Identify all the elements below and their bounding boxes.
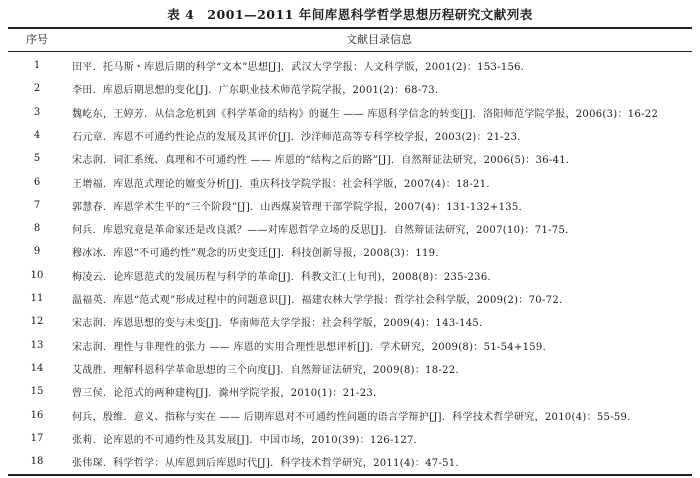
row-number: 2 [33,83,41,95]
row-number: 13 [30,339,44,351]
row-number: 6 [33,176,41,188]
row-number: 14 [30,362,44,374]
row-number: 10 [30,269,44,281]
row-number: 11 [30,293,44,304]
row-number: 4 [33,129,41,141]
row-number: 8 [33,223,41,235]
row-reference: 石元章．库恩不可通约性论点的发展及其评价[J]．沙洋师范高等专科学校学报，2003(2)：21-23． [72,131,528,143]
header-reference: 文献目录信息 [346,33,412,46]
table-row [8,427,692,450]
table-row [8,450,692,473]
row-number: 3 [33,106,41,118]
table-row [8,240,692,263]
table-row [8,334,692,357]
table-row [8,124,692,147]
table-row [8,404,692,427]
table-row [8,194,692,217]
table-row [8,380,692,403]
row-reference: 魏屹东，王婷芳．从信念危机到《科学革命的结构》的诞生 —— 库恩科学信念的转变[J]．洛阳师范学院学报，2006(3)：16-22 [72,108,659,120]
table-row [8,101,692,124]
table-row [8,147,692,170]
top-rule [8,27,692,29]
table-row [8,310,692,333]
table-row [8,77,692,100]
row-reference: 宋志润．库恩思想的变与未变[J]．华南师范大学学报：社会科学版，2009(4)：143-145． [72,318,490,330]
row-reference: 田平．托马斯・库恩后期的科学“文本”思想[J]．武汉大学学报：人文科学版，2001(2)：153-156． [72,62,532,73]
bottom-rule [8,474,692,476]
row-number: 7 [33,199,41,211]
row-reference: 李田．库恩后期思想的变化[J]．广东职业技术师范学院学报，2001(2)：68-73． [72,85,446,97]
header-rule [8,51,692,52]
header-number: 序号 [26,33,48,46]
table-title: 表 4 2001—2011 年间库恩科学哲学思想历程研究文献列表 [167,7,533,22]
row-number: 16 [30,409,44,421]
row-number: 9 [33,246,41,258]
row-reference: 何兵，殷维．意义、指称与实在 —— 后期库恩对不可通约性问题的语言学辩护[J]．科学技术哲学研究，2010(4)：55-59． [72,411,638,423]
row-reference: 张莉．论库恩的不可通约性及其发展[J]．中国市场，2010(39)：126-127． [72,434,424,446]
row-number: 12 [30,316,44,328]
row-reference: 穆冰冰．库恩“不可通约性”观念的历史变迁[J]．科技创新导报，2008(3)：119． [72,248,446,260]
row-number: 17 [30,432,44,444]
table-row [8,171,692,194]
row-reference: 何兵．库恩究竟是革命家还是改良派？——对库恩哲学立场的反思[J]．自然辩证法研究，2007(10)：71-75． [72,225,576,237]
row-reference: 梅凌云．论库恩范式的发展历程与科学的革命[J]．科教文汇(上旬刊)，2008(8)：235-236． [72,271,498,283]
row-reference: 艾战胜．理解科恩科学革命思想的三个向度[J]．自然辩证法研究，2009(8)：18-22． [72,364,466,376]
row-reference: 曾三侯．论范式的两种建构[J]．滁州学院学报，2010(1)：21-23． [72,388,384,400]
row-number: 1 [33,60,41,71]
table-row [8,264,692,287]
row-number: 5 [33,153,41,165]
row-reference: 温福英．库恩“范式观”形成过程中的问题意识[J]．福建农林大学学报：哲学社会科学版，2009(2)：70-72． [72,295,570,306]
row-number: 18 [30,456,44,468]
table-row [8,287,692,310]
table-row [8,357,692,380]
row-number: 15 [30,386,44,398]
row-reference: 张伟琛．科学哲学：从库恩到后库恩时代[J]．科学技术哲学研究，2011(4)：47-51． [72,458,466,470]
row-reference: 宋志润．词汇系统、真理和不可通约性 —— 库恩的“结构之后的路”[J]．自然辩证法研究，2006(5)：36-41． [72,155,577,167]
table-row [8,217,692,240]
row-reference: 宋志润．理性与非理性的张力 —— 库恩的实用合理性思想评析[J]．学术研究，2009(8)：51-54+159． [72,341,553,353]
table-row [8,54,692,77]
row-reference: 王增福．库恩范式理论的嬗变分析[J]．重庆科技学院学报：社会科学版，2007(4)：18-21． [72,178,497,190]
row-reference: 郭慧春．库恩学术生平的“三个阶段”[J]．山西煤炭管理干部学院学报，2007(4)：131-132+135． [72,201,529,213]
